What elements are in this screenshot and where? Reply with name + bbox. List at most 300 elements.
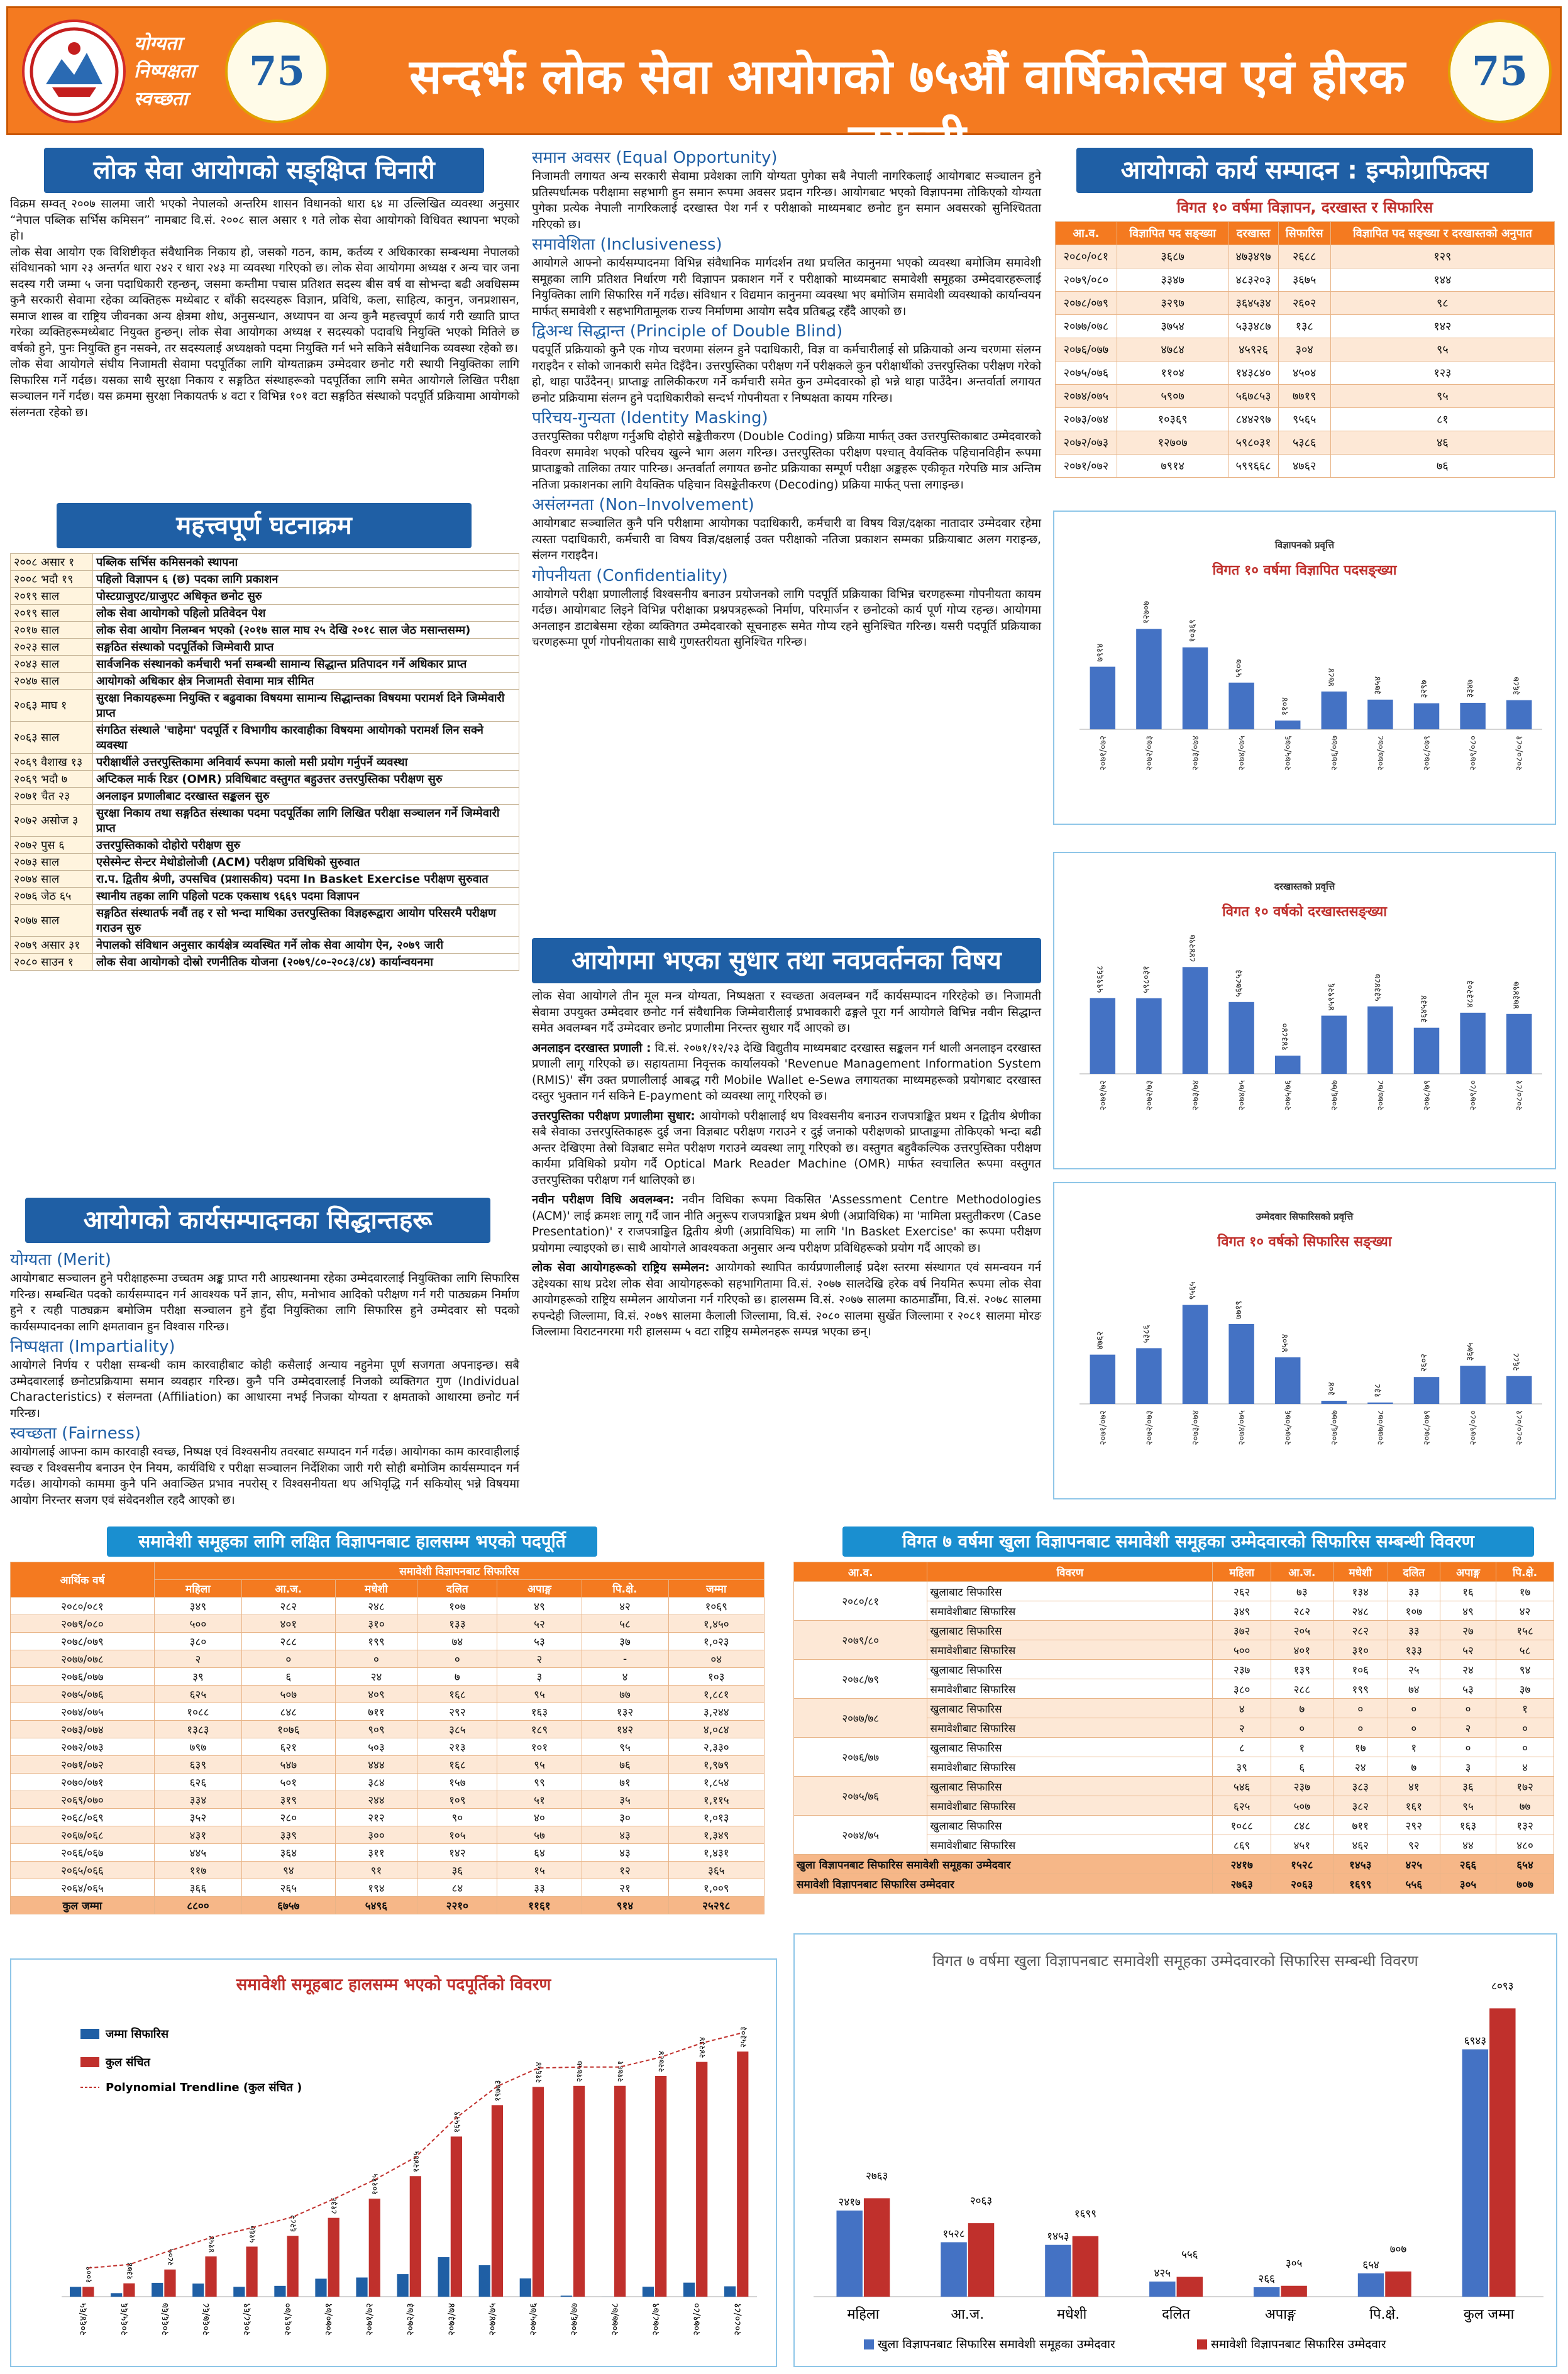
bar-total — [315, 2278, 326, 2297]
tick-label: २०७२/०७३ — [1144, 736, 1155, 771]
bar — [1367, 1403, 1393, 1404]
timeline-event: लोक सेवा आयोगको दोस्रो रणनीतिक योजना (२०७९/८०-२०८३/८४) कार्यान्वयनमा — [93, 954, 519, 971]
targeted-cell: १०७ — [417, 1598, 497, 1615]
infographics-cell: ३३४७ — [1117, 268, 1228, 292]
chart-title: समावेशी समूहबाट हालसम्म भएको पदपूर्तिको विवरण — [236, 1975, 551, 1994]
targeted-cell: ५०३ — [335, 1738, 417, 1756]
timeline-event: रा.प. द्वितीय श्रेणी, उपसचिव (प्रशासकीय) पदमा In Basket Exercise परीक्षण सुरुवात — [93, 871, 519, 888]
bar-value-label: १४५३ — [1047, 2230, 1069, 2243]
infographics-cell: ३६७५ — [1278, 268, 1330, 292]
inclusive-cell: ७७ — [1496, 1796, 1554, 1816]
tick-label: मधेशी — [1056, 2307, 1087, 2322]
inclusive-label-cell: समावेशीबाट सिफारिस — [927, 1757, 1213, 1777]
timeline-event: संगठित संस्थाले 'चाहेमा' पदपूर्ति र विभागीय कारवाहीका विषयमा आयोगको परामर्श लिन सक्ने व्यवस्था — [93, 722, 519, 754]
tick-label: २०७७/७८ — [609, 2303, 621, 2336]
anniversary-number-right: 75 — [1471, 48, 1528, 95]
timeline-date: २०७७ साल — [11, 905, 93, 937]
targeted-cell: २०७२/०७३ — [11, 1738, 155, 1756]
targeted-cell: २०७८/०७९ — [11, 1633, 155, 1650]
timeline-date: २०१९ साल — [11, 588, 93, 605]
open-row-open — [794, 1621, 1554, 1640]
timeline-row — [11, 871, 519, 888]
bar-value-label: ३२९७ — [1419, 680, 1429, 698]
bar-value-label: ९५६५ — [1188, 1281, 1198, 1300]
infographics-cell: ९५ — [1330, 385, 1554, 408]
bar-cumulative — [123, 2283, 135, 2297]
infographics-cell: ९५ — [1330, 338, 1554, 362]
timeline-row — [11, 722, 519, 754]
tick-label: २०७९/०८० — [1468, 736, 1479, 771]
tick-label: २०७४/०७५ — [1237, 736, 1247, 771]
bar-value-label: ११०४ — [1280, 697, 1291, 716]
infographics-cell: २६८८ — [1278, 245, 1330, 268]
open-cell: ० — [1333, 1699, 1388, 1718]
timeline-date: २०८० साउन १ — [11, 954, 93, 971]
bar-inclusive — [968, 2223, 994, 2297]
bar-value-label: ८४४२९७ — [1188, 934, 1198, 963]
bar — [1460, 1013, 1485, 1074]
infographics-cell: १४४ — [1330, 268, 1554, 292]
open-cell: २८२ — [1333, 1621, 1388, 1640]
infographics-title: आयोगको कार्य सम्पादन : इन्फोग्राफिक्स — [1076, 148, 1533, 193]
open-cell: ४१ — [1388, 1777, 1440, 1796]
timeline-row — [11, 905, 519, 937]
infographics-cell: १३८ — [1278, 315, 1330, 338]
targeted-cell: १४२ — [417, 1844, 497, 1862]
principle-heading: निष्पक्षता (Impartiality) — [10, 1337, 175, 1356]
timeline-row — [11, 937, 519, 954]
infographics-cell: ३६८७ — [1117, 245, 1228, 268]
open-cell: ३३ — [1388, 1582, 1440, 1601]
targeted-cell: २४ — [335, 1668, 417, 1686]
principle-heading: समावेशिता (Inclusiveness) — [532, 235, 722, 254]
targeted-cell: २०७६/०७७ — [11, 1668, 155, 1686]
bar — [1322, 692, 1347, 729]
bar — [1275, 1056, 1300, 1074]
infographics-cell: ४६ — [1330, 431, 1554, 455]
targeted-cell: २१ — [582, 1879, 668, 1897]
bar-cumulative — [369, 2199, 380, 2297]
timeline-row — [11, 788, 519, 805]
infographics-cell: २०७७/०७८ — [1056, 315, 1117, 338]
open-label-cell: खुलाबाट सिफारिस — [927, 1621, 1213, 1640]
bar-open — [1045, 2245, 1071, 2297]
bar-value-label: ५५६ — [1181, 2248, 1198, 2261]
reform-item — [532, 1041, 1041, 1105]
open-year-cell: २०७४/७५ — [794, 1816, 927, 1855]
inclusive-cell: २८२ — [1271, 1601, 1333, 1621]
bar — [1228, 1002, 1254, 1074]
reform-item — [532, 1192, 1041, 1256]
targeted-cell: २०७३/०७४ — [11, 1721, 155, 1738]
targeted-cell: १,४३१ — [668, 1844, 764, 1862]
bar — [1322, 1016, 1347, 1074]
bar-value-label: २८०५ — [166, 2248, 176, 2266]
timeline-row — [11, 690, 519, 722]
tick-label: २०७४/७५ — [1237, 1080, 1247, 1111]
targeted-cell: १६८ — [417, 1756, 497, 1774]
infographics-header-cell: आ.व. — [1056, 222, 1117, 245]
infographics-cell: २०८०/०८१ — [1056, 245, 1117, 268]
targeted-header-row — [11, 1562, 765, 1580]
targeted-cell: १९९ — [335, 1633, 417, 1650]
targeted-cell: ५४७ — [241, 1756, 335, 1774]
open-cell: २३७ — [1213, 1660, 1271, 1679]
targeted-total-cell: ५४९६ — [335, 1897, 417, 1914]
chart-subtitle: विगत १० वर्षको सिफारिस सङ्ख्या — [1217, 1234, 1392, 1250]
targeted-cell: १३३ — [417, 1615, 497, 1633]
inclusive-cell: ३४९ — [1213, 1601, 1271, 1621]
infographics-row — [1056, 455, 1555, 478]
targeted-row — [11, 1879, 765, 1897]
open-year-cell: २०८०/८१ — [794, 1582, 927, 1621]
timeline-row — [11, 571, 519, 588]
timeline-row — [11, 673, 519, 690]
legend-label: कुल संचित — [106, 2056, 150, 2069]
tick-label: २०७५/७६ — [1283, 1080, 1294, 1111]
inclusive-total-cell: ७०७ — [1496, 1874, 1554, 1894]
infographics-cell: १०३६९ — [1117, 408, 1228, 431]
targeted-total-cell: ११६१ — [497, 1897, 582, 1914]
bar-value-label: ४५९९२६ — [1326, 983, 1337, 1011]
timeline-event: परीक्षार्थीले उत्तरपुस्तिकामा अनिवार्य रूपमा कालो मसी प्रयोग गर्नुपर्ने व्यवस्था — [93, 754, 519, 771]
bar — [1414, 704, 1439, 729]
infographics-cell: ९८ — [1330, 292, 1554, 315]
intro-paragraph: लोक सेवा आयोग एक विशिष्टीकृत संवैधानिक निकाय हो, जसको गठन, काम, कर्तव्य र अधिकारका सम्बन्धमा नेपालको संविधानको भाग २३ अन्तर्गत धारा २४२ र धारा २४३ मा व्यवस्था गरिएको छ। लोक सेवा आयोगमा अध्यक्ष र अन्य चार जना सदस्य गरी जम्मा ५ जना पदाधिकारी रहन्छन्, जसमा कम्तीमा पचास प्रतिशत सदस्य बीस वर्ष वा सोभन्दा बढी अवधिसम्म कुनै सरकारी सेवामा रहेका व्यक्तिहरू मध्येबाट र बाँकी सदस्यहरू विज्ञान, प्रविधि, कला, साहित्य, कानुन, जनप्रशासन, समाज शास्त्र वा राष्ट्रिय जीवनका अन्य क्षेत्रमा शोध, अनुसन्धान, अध्यापन वा अन्य कुनै महत्त्वपूर्ण कार्य गरी ख्याति प्राप्त गरेका व्यक्तिहरूमध्येबाट नियुक्त हुन्छन्। लोक सेवा आयोगका अध्यक्ष र सदस्यको पदावधि नियुक्ति भएको मितिले छ वर्षको हुने, पुनः नियुक्ति हुन नसक्ने, तर सदस्यलाई अध्यक्षको पदमा नियुक्ति गर्न भने सकिने संवैधानिक व्यवस्था रहेको छ। — [10, 245, 519, 355]
inclusive-cell: ५२ — [1440, 1640, 1496, 1660]
targeted-cell: ५०१ — [241, 1774, 335, 1791]
legend-label: जम्मा सिफारिस — [106, 2028, 168, 2041]
bar-value-label: १५२८ — [942, 2228, 965, 2241]
chart-svg — [795, 1935, 1556, 2366]
infographics-table-title: विगत १० वर्षमा विज्ञापन, दरखास्त र सिफारिस — [1176, 199, 1433, 216]
targeted-cell: २१३ — [417, 1738, 497, 1756]
targeted-cell: २ — [497, 1650, 582, 1668]
motto — [134, 30, 219, 113]
principle-heading: परिचय-गुन्यता (Identity Masking) — [532, 409, 768, 428]
targeted-group-header: समावेशी विज्ञापनबाट सिफारिस — [154, 1562, 764, 1580]
principle-body: निजामती लगायत अन्य सरकारी सेवामा प्रवेशका लागि योग्यता पुगेका सबै नेपाली नागरिकलाई आयोगबाट सञ्चालन हुने प्रतिस्पर्धात्मक परीक्षामा सहभागी हुन समान रूपमा अवसर प्रदान गरिन्छ। आयोगबाट भएको विज्ञापनमा तोकिएको योग्यता पुगेका प्रत्येक नेपाली नागरिकलाई दरखास्त पेश गर्न र परीक्षाको माध्यमबाट छनोट हुन समान अवसरको सुनिश्चितता गरिएको छ। — [532, 170, 1041, 231]
targeted-cell: १८९ — [497, 1721, 582, 1738]
targeted-row — [11, 1703, 765, 1721]
bar — [1414, 1377, 1439, 1404]
reform-item-heading: लोक सेवा आयोगहरूको राष्ट्रिय सम्मेलन: — [532, 1261, 710, 1274]
bar-value-label: ३३४७ — [1465, 679, 1476, 698]
inclusive-cell: ३९ — [1213, 1757, 1271, 1777]
targeted-cell: ४ — [582, 1668, 668, 1686]
legend-label: खुला विज्ञापनबाट सिफारिस समावेशी समूहका उम्मेदवार — [878, 2338, 1115, 2351]
open-total-cell: २६६ — [1440, 1855, 1496, 1874]
targeted-total-cell: ९१४ — [582, 1897, 668, 1914]
open-cell: ३३ — [1388, 1621, 1440, 1640]
bar-cumulative — [573, 2086, 585, 2297]
bar-value-label: ४७८४ — [1326, 668, 1337, 687]
inclusive-total-row — [794, 1874, 1554, 1894]
inclusive-cell: ५८ — [1496, 1640, 1554, 1660]
targeted-cell: ३५२ — [154, 1809, 241, 1826]
bar-value-label: ४७३४९७ — [1511, 981, 1522, 1009]
bar-cumulative — [205, 2256, 216, 2297]
principle-heading: समान अवसर (Equal Opportunity) — [532, 148, 778, 167]
bar-value-label: ५१६७ — [248, 2226, 258, 2243]
targeted-cell: २८२ — [241, 1598, 335, 1615]
inclusive-cell: २ — [1213, 1718, 1271, 1738]
tick-label: २०७५/७६ — [527, 2303, 539, 2336]
targeted-cell: ६२६ — [154, 1774, 241, 1791]
ads-trend-chart — [1053, 511, 1556, 825]
targeted-cell: १३८३ — [154, 1721, 241, 1738]
targeted-cell: ३८५ — [417, 1721, 497, 1738]
targeted-cell: ४२ — [582, 1598, 668, 1615]
inclusive-total-cell: ५५६ — [1388, 1874, 1440, 1894]
bar-total — [192, 2283, 204, 2297]
targeted-cell: १५ — [497, 1862, 582, 1879]
bar — [1460, 703, 1485, 729]
tick-label: २०७८/७९ — [1422, 1080, 1432, 1111]
bar-value-label: ७०७ — [1389, 2243, 1407, 2256]
open-cell: ८४८ — [1271, 1816, 1333, 1835]
inclusive-cell: ४०१ — [1271, 1640, 1333, 1660]
bar-value-label: ५९८०३१ — [1141, 966, 1152, 993]
bar-total — [643, 2287, 654, 2297]
bar-value-label: १०३६९ — [1188, 619, 1198, 643]
targeted-cell: ८४८ — [241, 1703, 335, 1721]
open-cell: १७ — [1496, 1582, 1554, 1601]
timeline-event: सुरक्षा निकाय तथा सङ्गठित संस्थाका पदमा पदपूर्तिका लागि लिखित परीक्षा सञ्चालन गर्ने जिम्मेवारी प्राप्त — [93, 805, 519, 837]
open-year-cell: २०७९/८० — [794, 1621, 927, 1660]
bar — [1506, 700, 1532, 729]
infographics-row — [1056, 245, 1555, 268]
inclusive-cell: ५३ — [1440, 1679, 1496, 1699]
timeline-event: सङ्गठित संस्थाको पदपूर्तिको जिम्मेवारी प्राप्त — [93, 639, 519, 656]
open-cell: १ — [1496, 1699, 1554, 1718]
inclusive-total-label: समावेशी विज्ञापनबाट सिफारिस उम्मेदवार — [794, 1874, 1213, 1894]
government-emblem — [22, 19, 126, 123]
infographics-cell: ५३३४८७ — [1228, 315, 1278, 338]
legend-swatch — [80, 2057, 99, 2067]
open-cell: ७ — [1271, 1699, 1333, 1718]
targeted-cell: ८४ — [417, 1879, 497, 1897]
targeted-cell: १०१ — [497, 1738, 582, 1756]
timeline-event: सार्वजनिक संस्थानको कर्मचारी भर्ना सम्बन्धी सामान्य सिद्धान्त प्रतिपादन गर्ने अधिकार प्राप्त — [93, 656, 519, 673]
targeted-cell: ५८ — [582, 1615, 668, 1633]
targeted-cell: ७११ — [335, 1703, 417, 1721]
inclusive-total-cell: २०६३ — [1271, 1874, 1333, 1894]
chart-svg — [1054, 512, 1555, 824]
targeted-cell: ३० — [582, 1809, 668, 1826]
timeline-row — [11, 954, 519, 971]
infographics-cell: ८४४२९७ — [1228, 408, 1278, 431]
targeted-cell: ४३१ — [154, 1826, 241, 1844]
tick-label: २०७६/७७ — [568, 2303, 580, 2336]
motto-merit: योग्यता — [134, 33, 182, 55]
emblem-icon — [27, 25, 121, 119]
targeted-cell: १,११५ — [668, 1791, 764, 1809]
bar-cumulative — [614, 2086, 626, 2297]
legend-label: समावेशी विज्ञापनबाट सिफारिस उम्मेदवार — [1211, 2338, 1386, 2351]
inclusive-label-cell: समावेशीबाट सिफारिस — [927, 1835, 1213, 1855]
bar — [1183, 967, 1208, 1074]
principle-body: आयोगले परीक्षा प्रणालीलाई विश्वसनीय बनाउन प्रयोजनको लागि पदपूर्ति प्रक्रियाका विभिन्न चरणहरूमा गोपनीयता कायम गर्दछ। आयोगबाट लिइने विभिन्न परीक्षाका प्रश्नपत्रहरूको निर्माण, परिमार्जन र छनोटको कार्य पूर्ण गोप्य रहन्छ। आयोगमा अनलाइन डाटाबेसमा रहेका व्यक्तिगत उम्मेदवारको सूचनाहरू समेत गोप्य रहने सुनिश्चित गरिन्छ। यसरी पदपूर्ति प्रक्रियाका चरणहरूमा पूर्ण गोपनीयताका साथै गुणस्तरीयता सुनिश्चित गरिन्छ। — [532, 587, 1041, 649]
inclusive-cell: ० — [1333, 1718, 1388, 1738]
principle-body: आयोगलाई आफ्ना काम कारवाही स्वच्छ, निष्पक्ष एवं विश्वसनीय तवरबाट सम्पादन गर्न गर्दछ। आयोगका काम कारवाहीलाई स्वच्छ र विश्वसनीय बनाउन ऐन नियम, कार्यविधि र परीक्षा सञ्चालन निर्देशिका जारी गरी सोही बमोजिम कार्यसम्पादन गर्न गर्दछ। आयोगको काममा कुनै पनि अवाञ्छित प्रभाव नपरोस् र विश्वसनीयता थप अभिवृद्धि गर्न सकियोस् भन्ने विषयमा आयोग निरन्तर सजग एवं संवेदनशील रहदै आएको छ। — [10, 1445, 519, 1507]
targeted-cell: ३०० — [335, 1826, 417, 1844]
bar-value-label: १००९ — [84, 2266, 94, 2283]
infographics-cell: १२७०७ — [1117, 431, 1228, 455]
open-cell: २४ — [1440, 1660, 1496, 1679]
bar-value-label: ६५४ — [1362, 2258, 1379, 2272]
targeted-cell: ३,२४४ — [668, 1703, 764, 1721]
open-header-cell: अपाङ्ग — [1440, 1562, 1496, 1582]
infographics-cell: ५३८६ — [1278, 431, 1330, 455]
reform-item-heading: अनलाइन दरखास्त प्रणाली : — [532, 1041, 651, 1055]
bar-value-label: ३०५ — [1285, 2257, 1303, 2270]
targeted-cell: ९४ — [241, 1862, 335, 1879]
targeted-cell: ३४९ — [154, 1598, 241, 1615]
targeted-cell: २४४ — [335, 1791, 417, 1809]
bar-cumulative — [737, 2051, 748, 2297]
open-header-cell: आ.व. — [794, 1562, 927, 1582]
targeted-cell: ३११ — [335, 1844, 417, 1862]
timeline-row — [11, 854, 519, 871]
open-cell: ३८३ — [1333, 1777, 1388, 1796]
bar-value-label: १६५२९ — [452, 2111, 462, 2133]
open-cell: ४ — [1213, 1699, 1271, 1718]
open-cell: १०८८ — [1213, 1816, 1271, 1835]
tick-label: २०८०/८१ — [732, 2303, 744, 2336]
targeted-row — [11, 1774, 765, 1791]
infographics-cell: ५६७८५३ — [1228, 385, 1278, 408]
timeline-date: २०७९ असार ३१ — [11, 937, 93, 954]
targeted-cell: २४८ — [335, 1598, 417, 1615]
bar-value-label: ८०९३ — [1491, 1980, 1514, 1993]
open-cell: २३७ — [1271, 1777, 1333, 1796]
chart-title: विज्ञापनको प्रवृत्ति — [1274, 539, 1335, 551]
open-cell: १७ — [1333, 1738, 1388, 1757]
open-total-label: खुला विज्ञापनबाट सिफारिस समावेशी समूहका उम्मेदवार — [794, 1855, 1213, 1874]
timeline-date: २०७६ जेठ ६५ — [11, 888, 93, 905]
targeted-cell: २९२ — [417, 1703, 497, 1721]
timeline-row — [11, 605, 519, 622]
targeted-cell: ६४ — [497, 1844, 582, 1862]
bar — [1090, 667, 1115, 729]
open-row-open — [794, 1738, 1554, 1757]
tick-label: २०८०/०८१ — [1515, 1410, 1525, 1445]
tick-label: पि.क्षे. — [1369, 2307, 1400, 2322]
bar-total — [479, 2265, 490, 2297]
open-cell: १ — [1388, 1738, 1440, 1757]
bar-value-label: ७९१४ — [1095, 643, 1105, 662]
bar-total — [356, 2278, 367, 2297]
targeted-cell: ६२५ — [154, 1686, 241, 1703]
targeted-cell: ३६६ — [154, 1879, 241, 1897]
bar-cumulative — [655, 2076, 666, 2297]
open-cell: २६२ — [1213, 1582, 1271, 1601]
targeted-cell: १५७ — [417, 1774, 497, 1791]
bar-total — [70, 2287, 81, 2297]
targeted-cell: ६ — [241, 1668, 335, 1686]
tick-label: २०७४/०७५ — [1237, 1410, 1247, 1445]
targeted-cell: ७ — [417, 1668, 497, 1686]
intro-title: लोक सेवा आयोगको सङ्क्षिप्त चिनारी — [44, 148, 484, 193]
principles-left — [10, 1248, 519, 1508]
bar-value-label: ३०४ — [1326, 1382, 1337, 1396]
bar — [1414, 1028, 1439, 1074]
tick-label: अपाङ्ग — [1264, 2307, 1296, 2322]
bar-value-label: ४१५४ — [207, 2235, 217, 2253]
inclusive-cell: ० — [1271, 1718, 1333, 1738]
bar-value-label: ३७५४ — [1372, 676, 1383, 695]
bar-open — [941, 2242, 966, 2297]
tick-label: २०७६/०७७ — [1329, 1410, 1340, 1445]
legend-swatch — [864, 2339, 874, 2349]
targeted-cell: २०७१/०७२ — [11, 1756, 155, 1774]
bar-value-label: २७६३ — [865, 2170, 888, 2183]
targeted-col-header: मधेशी — [335, 1580, 417, 1598]
targeted-cell: १,८५४ — [668, 1774, 764, 1791]
targeted-row — [11, 1633, 765, 1650]
timeline-row — [11, 805, 519, 837]
inclusive-cell: ७४ — [1388, 1679, 1440, 1699]
targeted-cell: १,३४९ — [668, 1826, 764, 1844]
targeted-cell: ९०९ — [335, 1721, 417, 1738]
timeline-date: २०६३ माघ १ — [11, 690, 93, 722]
infographics-header-cell: दरखास्त — [1228, 222, 1278, 245]
targeted-row — [11, 1668, 765, 1686]
principle-body: आयोगले निर्णय र परीक्षा सम्बन्धी काम कारवाहीबाट कोही कसैलाई अन्याय नहुनेमा पूर्ण सजगता अपनाइन्छ। सबै उम्मेदवारलाई छनोटप्रक्रियामा समान व्यवहार गरिन्छ। कुनै पनि उम्मेदवारलाई निजको व्यक्तिगत गुण (Individual Characteristics) र संलग्नता (Affiliation) का आधारमा नभई निजका योग्यता र क्षमताको आधारमा छनोट गर्न गरिन्छ। — [10, 1359, 519, 1420]
tick-label: आ.ज. — [951, 2307, 985, 2322]
targeted-cell: ३५ — [582, 1791, 668, 1809]
bar-value-label: ३६७५ — [1465, 1342, 1476, 1361]
targeted-cell: २०८०/०८१ — [11, 1598, 155, 1615]
open-cell: ९४ — [1496, 1660, 1554, 1679]
reform-title: आयोगमा भएका सुधार तथा नवप्रवर्तनका विषय — [532, 938, 1041, 983]
open-year-cell: २०७५/७६ — [794, 1777, 927, 1816]
tick-label: २०७८/७९ — [650, 2303, 662, 2336]
principles-title: आयोगको कार्यसम्पादनका सिद्धान्तहरू — [25, 1198, 490, 1243]
targeted-cell: ३६४ — [241, 1844, 335, 1862]
targeted-table — [10, 1562, 765, 1914]
targeted-cell: ६२१ — [241, 1738, 335, 1756]
infographics-cell: १४३८४० — [1228, 362, 1278, 385]
page-title: सन्दर्भः लोक सेवा आयोगको ७५औं वार्षिकोत्सव एवं हीरक जयन्ती — [409, 48, 1405, 169]
open-cell: ७३ — [1271, 1582, 1333, 1601]
open-cell: ० — [1440, 1738, 1496, 1757]
tick-label: २०७३/०७४ — [1191, 1410, 1201, 1445]
bar — [1090, 998, 1115, 1074]
targeted-total-cell: कुल जम्मा — [11, 1897, 155, 1914]
infographics-cell: ७६ — [1330, 455, 1554, 478]
open-header-cell: आ.ज. — [1271, 1562, 1333, 1582]
open-cell: ० — [1388, 1699, 1440, 1718]
open-cell: ३७२ — [1213, 1621, 1271, 1640]
open-cell: १६ — [1440, 1582, 1496, 1601]
reform-item-heading: नवीन परीक्षण विधि अवलम्बन: — [532, 1193, 675, 1206]
open-label-cell: खुलाबाट सिफारिस — [927, 1777, 1213, 1796]
principle-body: आयोगबाट सञ्चालन हुने परीक्षाहरूमा उच्चतम अङ्क प्राप्त गरी आग्रस्थानमा रहेका उम्मेदवारलाई नियुक्तिका लागि सिफारिस गरिन्छ। सम्बन्धित पदको कार्यसम्पादन गर्न आवश्यक पर्ने ज्ञान, सीप, मनोभाव आदिको परीक्षण गर्न गरी पाठ्यक्रम निर्माण हुने र त्यही पाठ्यक्रम बमोजिम परीक्षा सञ्चालन हुने हुँदा नियुक्तिका लागि सिफारिस हुने उम्मेदवार सो पदको कार्यसम्पादनका लागि क्षमतावान हुन विश्वास गरिन्छ। — [10, 1272, 519, 1333]
targeted-cell: ११७ — [154, 1862, 241, 1879]
tick-label: २०७५/०७६ — [1283, 736, 1294, 771]
targeted-cell: ४,०८४ — [668, 1721, 764, 1738]
timeline-event: पहिलो विज्ञापन ६ (छ) पदका लागि प्रकाशन — [93, 571, 519, 588]
inclusive-cell: २८८ — [1271, 1679, 1333, 1699]
targeted-cell: ० — [417, 1650, 497, 1668]
tick-label: २०७१/७२ — [363, 2303, 375, 2336]
bar-open — [1358, 2273, 1384, 2297]
open-header-row — [794, 1562, 1554, 1582]
infographics-cell: ३२९७ — [1117, 292, 1228, 315]
targeted-cell: १०५ — [417, 1826, 497, 1844]
